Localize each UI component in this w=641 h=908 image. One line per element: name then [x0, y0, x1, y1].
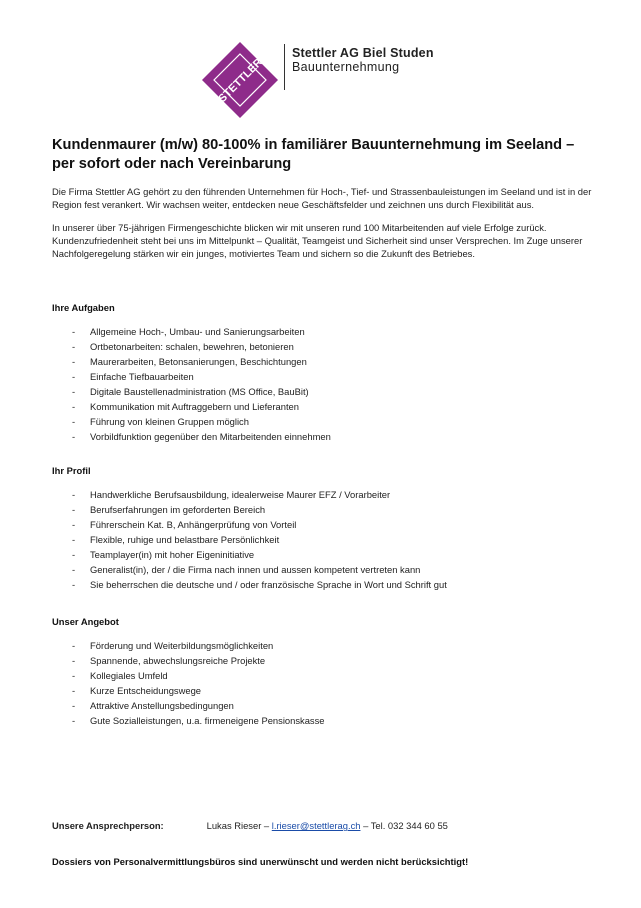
- section-title: Unser Angebot: [52, 616, 119, 627]
- list-item: - Digitale Baustellenadministration (MS Office, BauBit): [72, 386, 309, 397]
- contact-line: [52, 820, 448, 831]
- list-item: - Allgemeine Hoch-, Umbau- und Sanierungsarbeiten: [72, 326, 305, 337]
- list-item: - Einfache Tiefbauarbeiten: [72, 371, 194, 382]
- section-angebot: [52, 615, 592, 728]
- list-item: - Kommunikation mit Auftraggebern und Lieferanten: [72, 401, 299, 412]
- list-item: - Sie beherrschen die deutsche und / oder französische Sprache in Wort und Schrift gut: [72, 579, 447, 590]
- logo-divider: [284, 44, 285, 90]
- list-item: - Führerschein Kat. B, Anhängerprüfung von Vorteil: [72, 519, 297, 530]
- logo-text: [292, 46, 434, 74]
- stettler-logo-icon: [200, 40, 280, 120]
- section-aufgaben: [52, 301, 592, 444]
- intro-paragraph: In unserer über 75-jährigen Firmengeschichte blicken wir mit unseren rund 100 Mitarbeitenden auf viele Erfolge zurück. Kundenzufriedenheit steht bei uns im Mittelpunkt – Qualität, Teamgeist und Sicherheit sind unser Versprechen. Im Zuge unserer Nachfolgeregelung stärken wir ein junges, motiviertes Team und sichern so die Zukunft des Betriebes.: [52, 222, 583, 259]
- list-item: - Vorbildfunktion gegenüber den Mitarbeitenden einnehmen: [72, 431, 331, 442]
- intro-paragraph: Die Firma Stettler AG gehört zu den führenden Unternehmen für Hoch-, Tief- und Strassenbauleistungen im Seeland und ist in der Region fest verankert. Wir wachsen weiter, entdecken neue Geschäftsfelder und zeichnen uns durch Flexibilität aus.: [52, 186, 592, 210]
- section-title: Ihr Profil: [52, 465, 91, 476]
- list-item: - Führung von kleinen Gruppen möglich: [72, 416, 249, 427]
- profil-list: [52, 487, 592, 592]
- list-item: - Förderung und Weiterbildungsmöglichkeiten: [72, 640, 274, 651]
- section-profil: [52, 464, 592, 592]
- contact-email-link[interactable]: l.rieser@stettlerag.ch: [271, 820, 361, 831]
- list-item: - Ortbetonarbeiten: schalen, bewehren, betonieren: [72, 341, 294, 352]
- angebot-list: [52, 638, 592, 728]
- job-intro: [52, 136, 592, 260]
- company-subtitle: Bauunternehmung: [292, 60, 400, 74]
- list-item: - Kollegiales Umfeld: [72, 670, 168, 681]
- job-title: Kundenmaurer (m/w) 80-100% in familiärer Bauunternehmung im Seeland – per sofort oder nach Vereinbarung: [52, 137, 575, 172]
- list-item: - Gute Sozialleistungen, u.a. firmeneigene Pensionskasse: [72, 715, 325, 726]
- contact-name: Lukas Rieser –: [206, 820, 270, 831]
- list-item: - Attraktive Anstellungsbedingungen: [72, 700, 234, 711]
- company-logo: [200, 40, 440, 120]
- list-item: - Generalist(in), der / die Firma nach innen und aussen kompetent vertreten kann: [72, 564, 421, 575]
- contact-label: Unsere Ansprechperson:: [52, 820, 164, 831]
- list-item: - Handwerkliche Berufsausbildung, idealerweise Maurer EFZ / Vorarbeiter: [72, 489, 391, 500]
- svg-text:STETTLER: STETTLER: [216, 56, 266, 106]
- list-item: - Berufserfahrungen im geforderten Bereich: [72, 504, 266, 515]
- contact-phone: – Tel. 032 344 60 55: [363, 820, 448, 831]
- list-item: - Kurze Entscheidungswege: [72, 685, 202, 696]
- section-title: Ihre Aufgaben: [52, 302, 115, 313]
- company-name: Stettler AG Biel Studen: [292, 46, 434, 60]
- aufgaben-list: [52, 324, 592, 444]
- list-item: - Teamplayer(in) mit hoher Eigeninitiative: [72, 549, 255, 560]
- list-item: - Spannende, abwechslungsreiche Projekte: [72, 655, 266, 666]
- list-item: - Maurerarbeiten, Betonsanierungen, Beschichtungen: [72, 356, 307, 367]
- disclaimer: Dossiers von Personalvermittlungsbüros sind unerwünscht und werden nicht berücksichtigt!: [52, 856, 469, 867]
- list-item: - Flexible, ruhige und belastbare Persönlichkeit: [72, 534, 280, 545]
